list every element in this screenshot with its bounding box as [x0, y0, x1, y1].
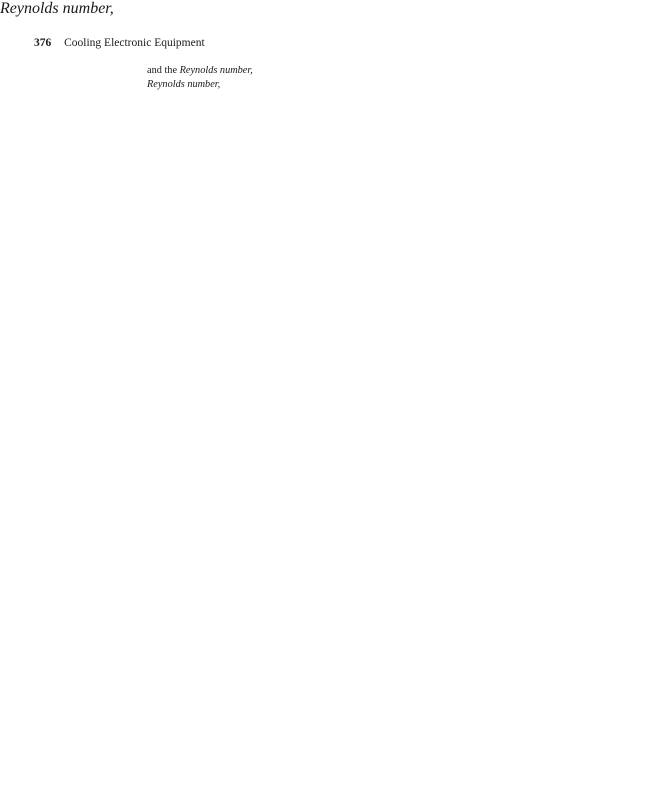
running-title: Cooling Electronic Equipment	[64, 37, 205, 49]
term-reynolds-number: Reynolds number,	[0, 0, 114, 17]
paragraph-reynolds-intro: and the Reynolds number,	[147, 65, 253, 76]
term-reynolds-number: Reynolds number,	[147, 78, 221, 90]
page-body	[147, 64, 581, 91]
page-number: 376	[34, 37, 52, 49]
running-header	[34, 37, 205, 49]
term-reynolds-number: Reynolds number,	[179, 65, 253, 76]
